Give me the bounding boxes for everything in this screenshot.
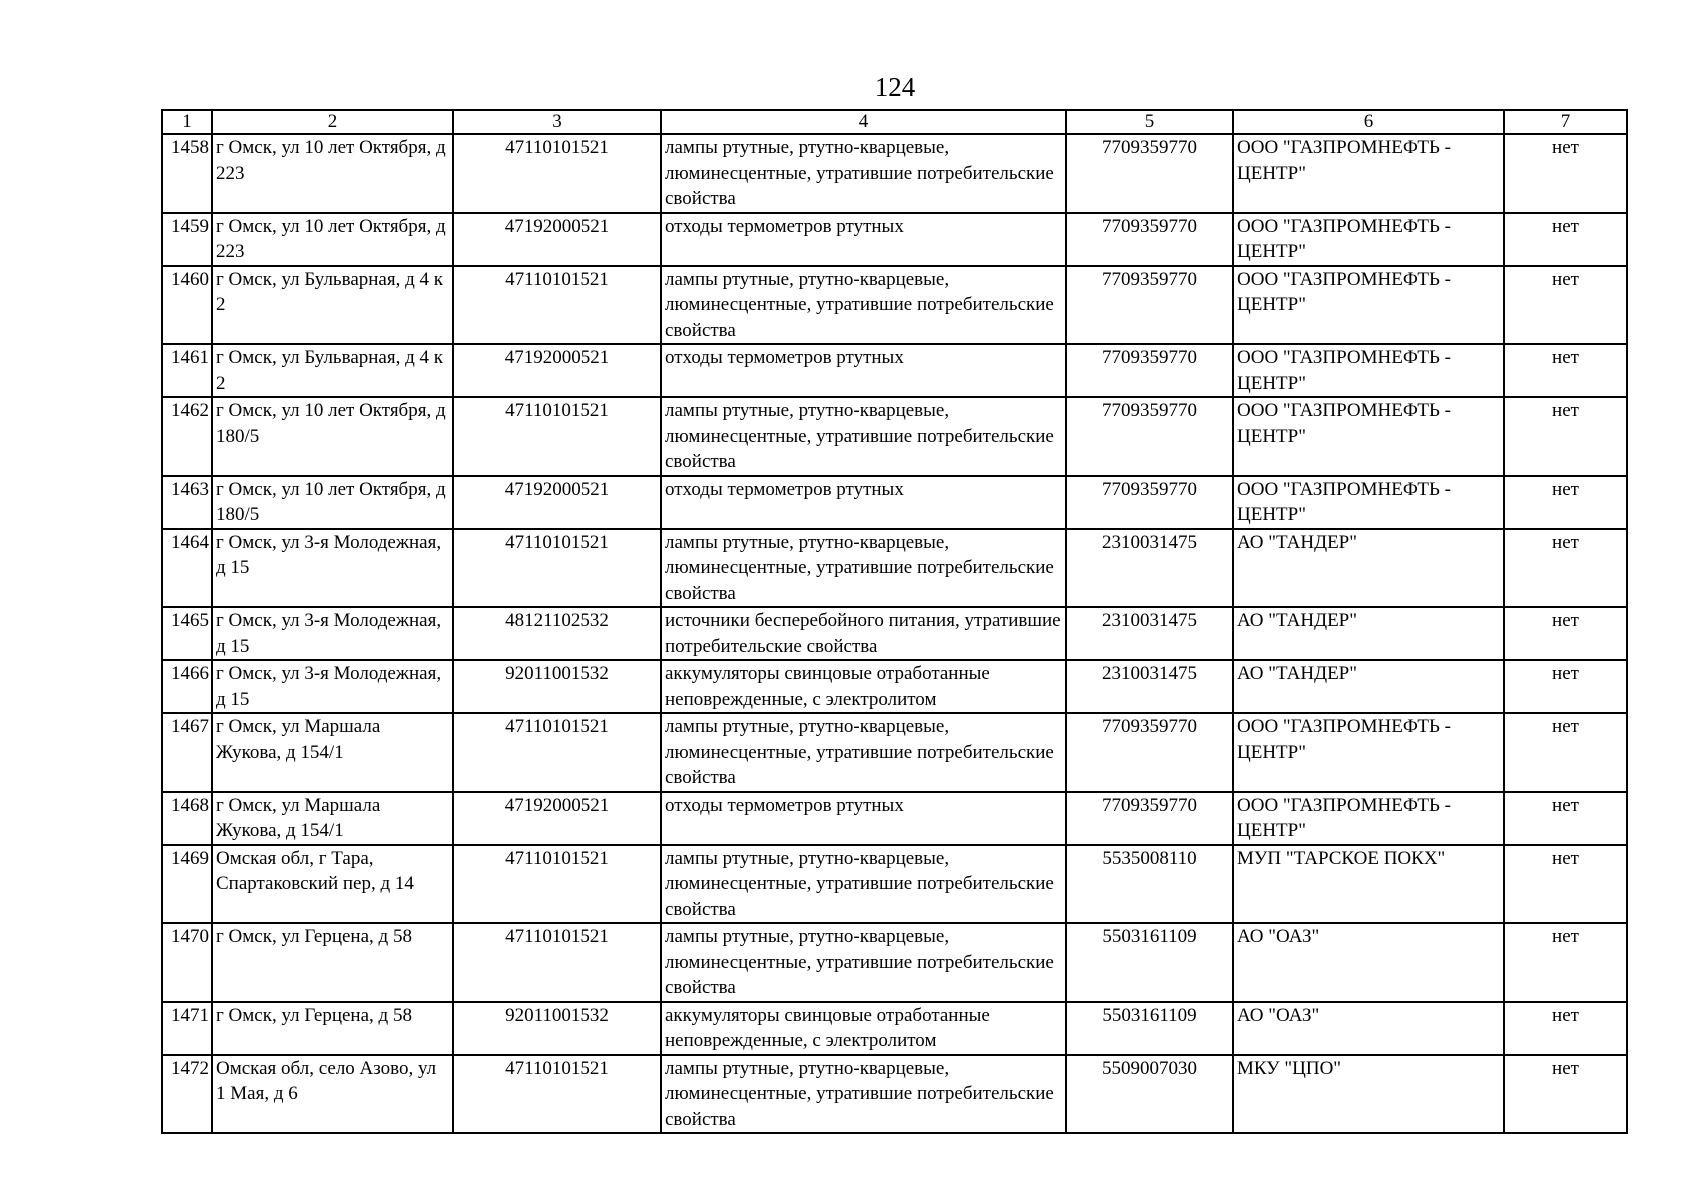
organization-cell: МКУ "ЦПО"	[1233, 1055, 1504, 1134]
row-number-cell: 1460	[162, 266, 212, 345]
waste-code-cell: 47110101521	[453, 923, 661, 1002]
table-row	[162, 923, 1627, 1002]
table-row	[162, 845, 1627, 924]
row-number-cell: 1471	[162, 1002, 212, 1055]
organization-cell: ООО "ГАЗПРОМНЕФТЬ - ЦЕНТР"	[1233, 713, 1504, 792]
row-number-cell: 1466	[162, 660, 212, 713]
address-cell: Омская обл, г Тара, Спартаковский пер, д 14	[212, 845, 453, 924]
waste-name-cell: лампы ртутные, ртутно-кварцевые, люминесцентные, утратившие потребительские свойства	[661, 713, 1066, 792]
organization-cell: ООО "ГАЗПРОМНЕФТЬ - ЦЕНТР"	[1233, 266, 1504, 345]
table-row	[162, 529, 1627, 608]
registry-table	[161, 109, 1628, 1134]
table-row	[162, 266, 1627, 345]
organization-cell: ООО "ГАЗПРОМНЕФТЬ - ЦЕНТР"	[1233, 476, 1504, 529]
table-row	[162, 213, 1627, 266]
address-cell: г Омск, ул 10 лет Октября, д 180/5	[212, 397, 453, 476]
waste-name-cell: лампы ртутные, ртутно-кварцевые, люминесцентные, утратившие потребительские свойства	[661, 1055, 1066, 1134]
column-header: 5	[1066, 110, 1233, 134]
page-number: 124	[874, 72, 916, 102]
waste-code-cell: 47110101521	[453, 134, 661, 213]
table-row	[162, 476, 1627, 529]
inn-cell: 5503161109	[1066, 1002, 1233, 1055]
waste-code-cell: 47110101521	[453, 845, 661, 924]
waste-name-cell: источники бесперебойного питания, утратившие потребительские свойства	[661, 607, 1066, 660]
row-number-cell: 1469	[162, 845, 212, 924]
waste-code-cell: 47192000521	[453, 344, 661, 397]
inn-cell: 7709359770	[1066, 476, 1233, 529]
table-row	[162, 607, 1627, 660]
organization-cell: АО "ТАНДЕР"	[1233, 607, 1504, 660]
waste-code-cell: 92011001532	[453, 1002, 661, 1055]
flag-cell: нет	[1504, 476, 1627, 529]
flag-cell: нет	[1504, 344, 1627, 397]
organization-cell: АО "ОАЗ"	[1233, 1002, 1504, 1055]
address-cell: г Омск, ул 3-я Молодежная, д 15	[212, 607, 453, 660]
flag-cell: нет	[1504, 529, 1627, 608]
waste-name-cell: лампы ртутные, ртутно-кварцевые, люминесцентные, утратившие потребительские свойства	[661, 266, 1066, 345]
waste-name-cell: отходы термометров ртутных	[661, 213, 1066, 266]
inn-cell: 5503161109	[1066, 923, 1233, 1002]
flag-cell: нет	[1504, 660, 1627, 713]
waste-name-cell: аккумуляторы свинцовые отработанные неповрежденные, с электролитом	[661, 660, 1066, 713]
organization-cell: ООО "ГАЗПРОМНЕФТЬ - ЦЕНТР"	[1233, 134, 1504, 213]
flag-cell: нет	[1504, 792, 1627, 845]
waste-name-cell: отходы термометров ртутных	[661, 792, 1066, 845]
row-number-cell: 1459	[162, 213, 212, 266]
organization-cell: ООО "ГАЗПРОМНЕФТЬ - ЦЕНТР"	[1233, 397, 1504, 476]
waste-name-cell: лампы ртутные, ртутно-кварцевые, люминесцентные, утратившие потребительские свойства	[661, 134, 1066, 213]
organization-cell: МУП "ТАРСКОЕ ПОКХ"	[1233, 845, 1504, 924]
inn-cell: 7709359770	[1066, 344, 1233, 397]
column-header: 3	[453, 110, 661, 134]
waste-code-cell: 47192000521	[453, 792, 661, 845]
waste-name-cell: лампы ртутные, ртутно-кварцевые, люминесцентные, утратившие потребительские свойства	[661, 397, 1066, 476]
address-cell: г Омск, ул Бульварная, д 4 к 2	[212, 344, 453, 397]
waste-name-cell: отходы термометров ртутных	[661, 476, 1066, 529]
organization-cell: ООО "ГАЗПРОМНЕФТЬ - ЦЕНТР"	[1233, 344, 1504, 397]
address-cell: г Омск, ул Бульварная, д 4 к 2	[212, 266, 453, 345]
waste-name-cell: аккумуляторы свинцовые отработанные неповрежденные, с электролитом	[661, 1002, 1066, 1055]
flag-cell: нет	[1504, 607, 1627, 660]
waste-code-cell: 47110101521	[453, 266, 661, 345]
flag-cell: нет	[1504, 923, 1627, 1002]
flag-cell: нет	[1504, 266, 1627, 345]
row-number-cell: 1464	[162, 529, 212, 608]
waste-name-cell: лампы ртутные, ртутно-кварцевые, люминесцентные, утратившие потребительские свойства	[661, 845, 1066, 924]
address-cell: г Омск, ул 3-я Молодежная, д 15	[212, 529, 453, 608]
flag-cell: нет	[1504, 134, 1627, 213]
flag-cell: нет	[1504, 1055, 1627, 1134]
inn-cell: 5509007030	[1066, 1055, 1233, 1134]
waste-name-cell: лампы ртутные, ртутно-кварцевые, люминесцентные, утратившие потребительские свойства	[661, 529, 1066, 608]
table-row	[162, 792, 1627, 845]
row-number-cell: 1467	[162, 713, 212, 792]
address-cell: г Омск, ул Герцена, д 58	[212, 923, 453, 1002]
row-number-cell: 1458	[162, 134, 212, 213]
column-header: 1	[162, 110, 212, 134]
inn-cell: 2310031475	[1066, 607, 1233, 660]
table-row	[162, 134, 1627, 213]
inn-cell: 5535008110	[1066, 845, 1233, 924]
inn-cell: 2310031475	[1066, 529, 1233, 608]
flag-cell: нет	[1504, 845, 1627, 924]
waste-code-cell: 47110101521	[453, 397, 661, 476]
flag-cell: нет	[1504, 213, 1627, 266]
waste-name-cell: лампы ртутные, ртутно-кварцевые, люминесцентные, утратившие потребительские свойства	[661, 923, 1066, 1002]
inn-cell: 7709359770	[1066, 213, 1233, 266]
organization-cell: ООО "ГАЗПРОМНЕФТЬ - ЦЕНТР"	[1233, 213, 1504, 266]
address-cell: г Омск, ул 10 лет Октября, д 180/5	[212, 476, 453, 529]
organization-cell: ООО "ГАЗПРОМНЕФТЬ - ЦЕНТР"	[1233, 792, 1504, 845]
row-number-cell: 1462	[162, 397, 212, 476]
waste-code-cell: 47110101521	[453, 713, 661, 792]
waste-code-cell: 48121102532	[453, 607, 661, 660]
row-number-cell: 1470	[162, 923, 212, 1002]
organization-cell: АО "ТАНДЕР"	[1233, 660, 1504, 713]
waste-code-cell: 47110101521	[453, 529, 661, 608]
column-header: 4	[661, 110, 1066, 134]
address-cell: г Омск, ул 3-я Молодежная, д 15	[212, 660, 453, 713]
flag-cell: нет	[1504, 713, 1627, 792]
inn-cell: 7709359770	[1066, 134, 1233, 213]
table-row	[162, 1055, 1627, 1134]
address-cell: г Омск, ул Маршала Жукова, д 154/1	[212, 713, 453, 792]
inn-cell: 7709359770	[1066, 713, 1233, 792]
waste-code-cell: 47110101521	[453, 1055, 661, 1134]
column-header: 6	[1233, 110, 1504, 134]
address-cell: г Омск, ул Герцена, д 58	[212, 1002, 453, 1055]
address-cell: г Омск, ул Маршала Жукова, д 154/1	[212, 792, 453, 845]
address-cell: г Омск, ул 10 лет Октября, д 223	[212, 134, 453, 213]
table-row	[162, 713, 1627, 792]
waste-code-cell: 47192000521	[453, 213, 661, 266]
address-cell: Омская обл, село Азово, ул 1 Мая, д 6	[212, 1055, 453, 1134]
column-header: 2	[212, 110, 453, 134]
waste-code-cell: 47192000521	[453, 476, 661, 529]
table-row	[162, 1002, 1627, 1055]
address-cell: г Омск, ул 10 лет Октября, д 223	[212, 213, 453, 266]
organization-cell: АО "ТАНДЕР"	[1233, 529, 1504, 608]
row-number-cell: 1472	[162, 1055, 212, 1134]
row-number-cell: 1463	[162, 476, 212, 529]
flag-cell: нет	[1504, 1002, 1627, 1055]
inn-cell: 7709359770	[1066, 397, 1233, 476]
inn-cell: 7709359770	[1066, 266, 1233, 345]
flag-cell: нет	[1504, 397, 1627, 476]
inn-cell: 7709359770	[1066, 792, 1233, 845]
column-header: 7	[1504, 110, 1627, 134]
row-number-cell: 1461	[162, 344, 212, 397]
inn-cell: 2310031475	[1066, 660, 1233, 713]
row-number-cell: 1465	[162, 607, 212, 660]
table-row	[162, 397, 1627, 476]
row-number-cell: 1468	[162, 792, 212, 845]
table-row	[162, 660, 1627, 713]
waste-code-cell: 92011001532	[453, 660, 661, 713]
header-row	[162, 110, 1627, 134]
organization-cell: АО "ОАЗ"	[1233, 923, 1504, 1002]
waste-name-cell: отходы термометров ртутных	[661, 344, 1066, 397]
table-row	[162, 344, 1627, 397]
